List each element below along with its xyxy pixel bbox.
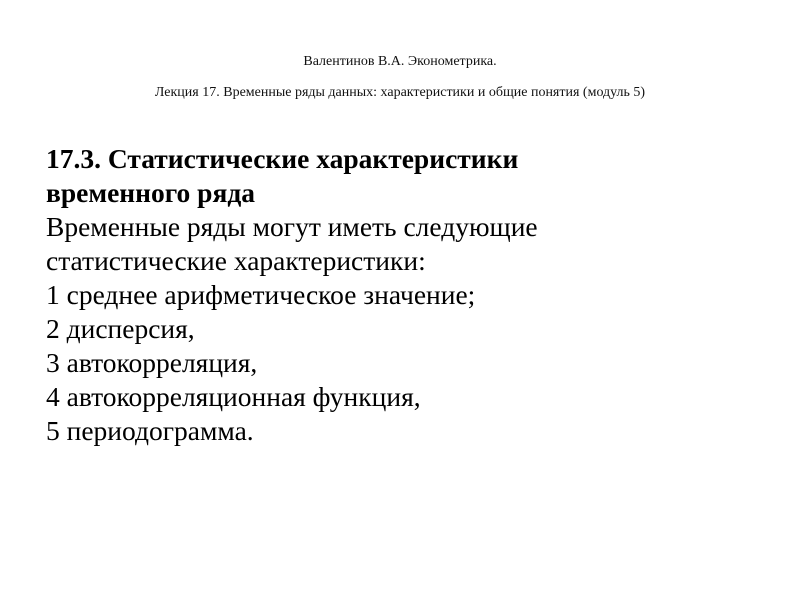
list-item-variance: 2 дисперсия, <box>46 313 195 344</box>
section-heading-line-1: 17.3. Статистические характеристики <box>46 143 519 174</box>
header-lecture-title: Лекция 17. Временные ряды данных: характеристики и общие понятия (модуль 5) <box>154 85 646 100</box>
list-item-acf: 4 автокорреляционная функция, <box>46 381 421 412</box>
section-heading-line-2: временного ряда <box>46 177 255 208</box>
list-item-periodogram: 5 периодограмма. <box>46 415 254 446</box>
list-item-mean: 1 среднее арифметическое значение; <box>46 279 476 310</box>
slide-content <box>46 142 766 448</box>
intro-line-2: статистические характеристики: <box>46 245 426 276</box>
slide-header <box>0 52 800 103</box>
list-item-autocorrelation: 3 автокорреляция, <box>46 347 258 378</box>
header-author-title: Валентинов В.А. Эконометрика. <box>303 54 497 69</box>
intro-line-1: Временные ряды могут иметь следующие <box>46 211 538 242</box>
